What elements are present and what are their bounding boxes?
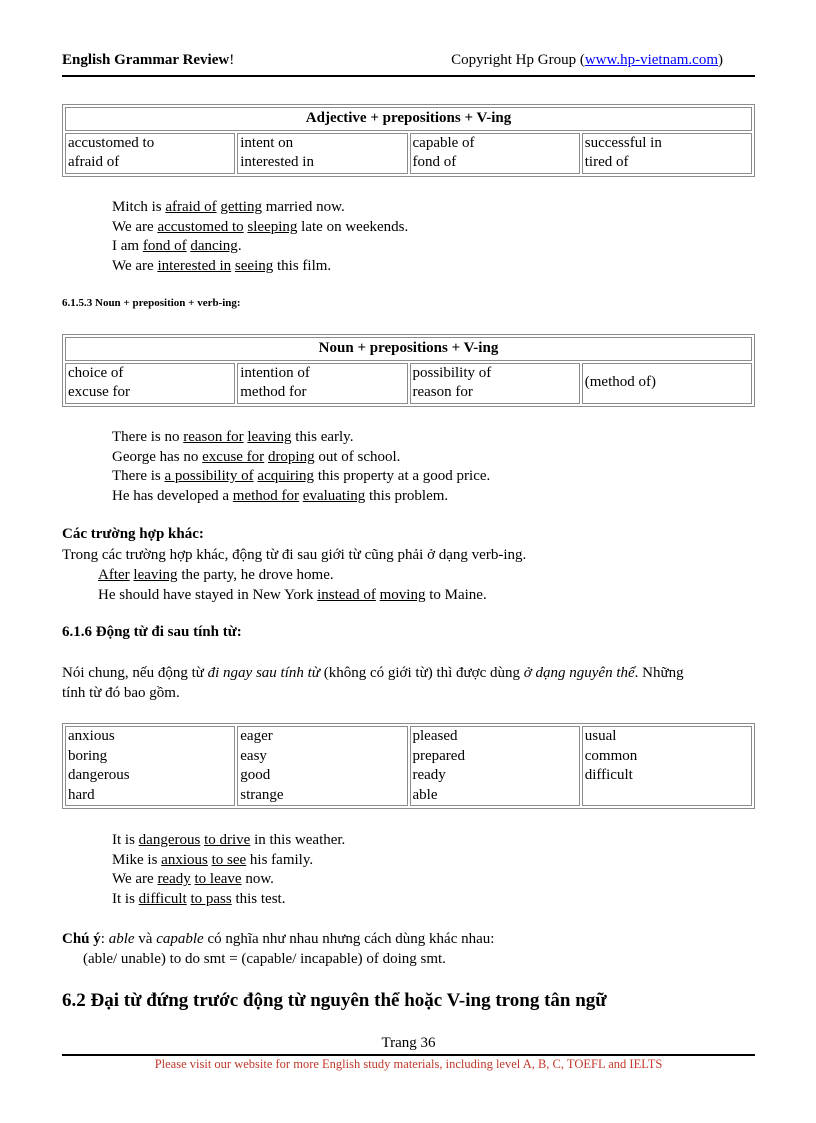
examples-adjective bbox=[112, 198, 408, 277]
example-line: It is dangerous to drive in this weather. bbox=[112, 832, 346, 848]
page-header bbox=[62, 52, 755, 72]
example-line: I am fond of dancing. bbox=[112, 238, 242, 255]
table-cell: (method of) bbox=[582, 363, 752, 404]
example-line: We are accustomed to sleeping late on weekends. bbox=[112, 218, 409, 235]
heading-6-1-6: 6.1.6 Động từ đi sau tính từ: bbox=[62, 624, 242, 640]
heading-other-cases: Các trường hợp khác: bbox=[62, 526, 204, 542]
header-copyright: Copyright Hp Group (www.hp-vietnam.com) bbox=[451, 52, 723, 68]
note-able-capable: Chú ý: able và capable có nghĩa như nhau nhưng cách dùng khác nhau: (able/ unable) to do smt = (capable/ incapable) of doing smt. bbox=[62, 931, 495, 967]
example-line: We are ready to leave now. bbox=[112, 871, 274, 888]
table-title: Adjective + prepositions + V-ing bbox=[65, 107, 752, 131]
heading-6-2: 6.2 Đại từ đứng trước động từ nguyên thể hoặc V-ing trong tân ngữ bbox=[62, 990, 607, 1011]
footer-rule bbox=[62, 1054, 755, 1056]
table-cell: capable of fond of bbox=[410, 133, 580, 174]
table-cell: intention of method for bbox=[237, 363, 407, 404]
example-line: He has developed a method for evaluating this problem. bbox=[112, 488, 449, 505]
table-cell: intent on interested in bbox=[237, 133, 407, 174]
header-title: English Grammar Review! bbox=[62, 52, 235, 68]
example-line: George has no excuse for droping out of school. bbox=[112, 448, 401, 465]
header-rule bbox=[62, 75, 755, 77]
adjective-prepositions-table bbox=[62, 104, 755, 177]
other-cases-text: Trong các trường hợp khác, động từ đi sau giới từ cũng phải ở dạng verb-ing. bbox=[62, 547, 527, 563]
table-cell: possibility of reason for bbox=[410, 363, 580, 404]
table-cell: choice of excuse for bbox=[65, 363, 235, 404]
examples-noun bbox=[112, 428, 490, 507]
table-title: Noun + prepositions + V-ing bbox=[65, 337, 752, 361]
example-line: It is difficult to pass this test. bbox=[112, 891, 286, 908]
table-cell: anxious boring dangerous hard bbox=[65, 726, 235, 806]
example-line: We are interested in seeing this film. bbox=[112, 258, 332, 275]
table-cell: successful in tired of bbox=[582, 133, 752, 174]
example-line: After leaving the party, he drove home. bbox=[98, 567, 334, 583]
table-cell: accustomed to afraid of bbox=[65, 133, 235, 174]
header-website-link[interactable]: www.hp-vietnam.com bbox=[584, 52, 718, 68]
document-page bbox=[62, 0, 755, 1123]
example-line: Mike is anxious to see his family. bbox=[112, 851, 314, 868]
example-line: There is no reason for leaving this early. bbox=[112, 429, 354, 445]
table-cell: pleased prepared ready able bbox=[410, 726, 580, 806]
example-line: He should have stayed in New York instead of moving to Maine. bbox=[98, 586, 487, 603]
example-line: Mitch is afraid of getting married now. bbox=[112, 199, 345, 215]
table-cell: eager easy good strange bbox=[237, 726, 407, 806]
heading-6-1-5-3: 6.1.5.3 Noun + preposition + verb-ing: bbox=[62, 297, 241, 309]
examples-adjective-infinitive bbox=[112, 831, 345, 910]
page-number: Trang 36 bbox=[381, 1035, 436, 1051]
footer-note: Please visit our website for more English study materials, including level A, B, C, TOEFL and IELTS bbox=[154, 1057, 663, 1071]
example-line: There is a possibility of acquiring this property at a good price. bbox=[112, 468, 491, 485]
table-cell: usual common difficult bbox=[582, 726, 752, 806]
adjectives-table bbox=[62, 723, 755, 809]
noun-prepositions-table bbox=[62, 334, 755, 407]
examples-other-cases bbox=[98, 566, 487, 605]
section-616-paragraph: Nói chung, nếu động từ đi ngay sau tính từ (không có giới từ) thì được dùng ở dạng nguyên thể. Những tính từ đó bao gồm. bbox=[62, 665, 684, 701]
